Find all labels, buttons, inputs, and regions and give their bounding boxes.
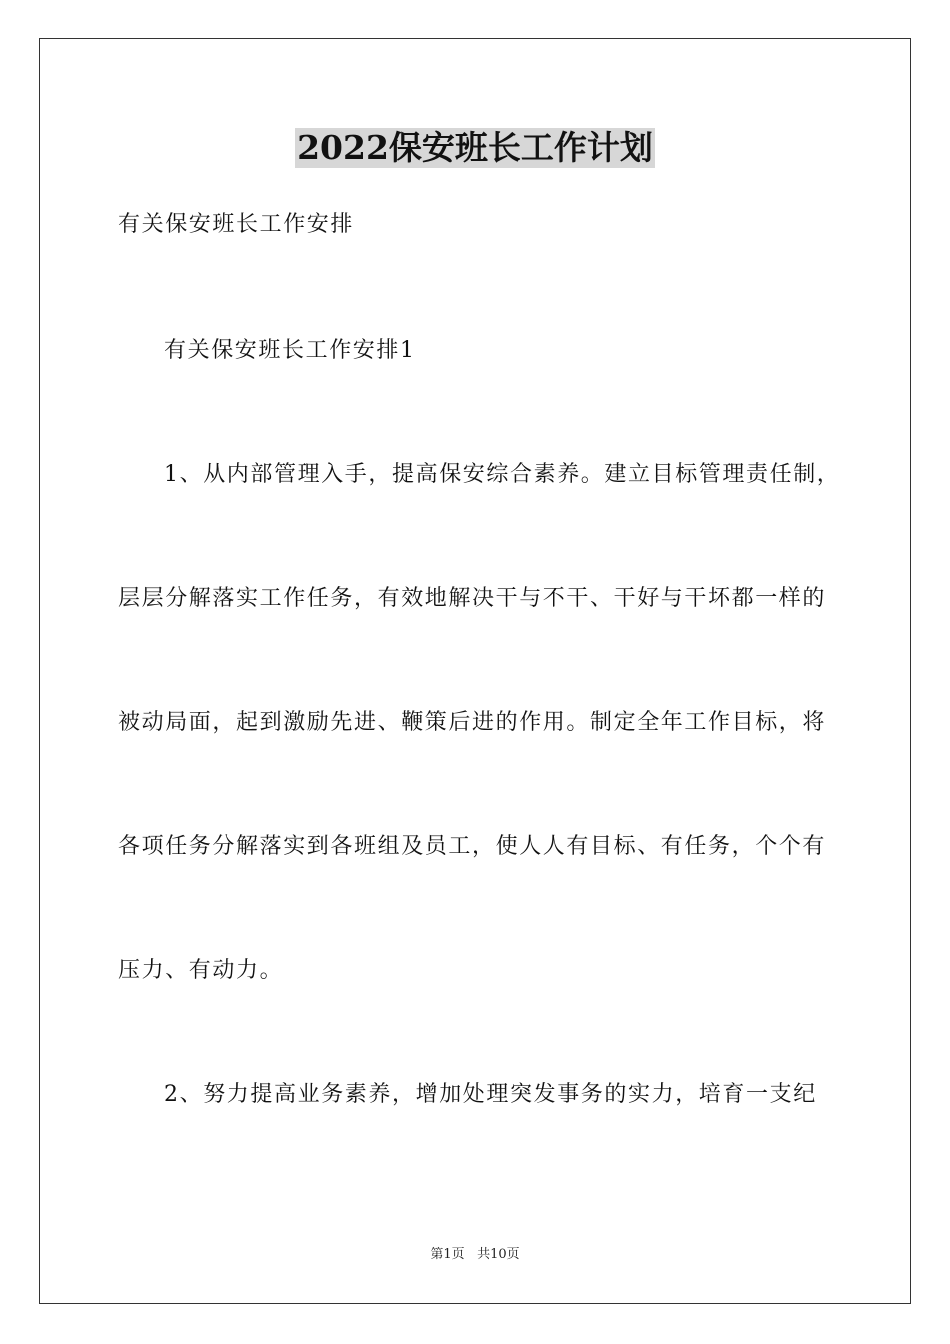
paragraph-line: 被动局面，起到激励先进、鞭策后进的作用。制定全年工作目标，将 [118, 710, 827, 735]
paragraph-line: 各项任务分解落实到各班组及员工，使人人有目标、有任务，个个有 [118, 834, 827, 859]
title-area [0, 128, 950, 168]
page-total: 共10页 [477, 1247, 520, 1262]
paragraph-line: 1、从内部管理入手，提高保安综合素养。建立目标管理责任制， [164, 462, 841, 487]
page-number: 第1页 [430, 1247, 465, 1262]
paragraph-line: 层层分解落实工作任务，有效地解决干与不干、干好与干坏都一样的 [118, 586, 827, 611]
subtitle-line: 有关保安班长工作安排 [118, 212, 355, 237]
page-footer [0, 1246, 950, 1264]
section-heading: 有关保安班长工作安排1 [164, 338, 416, 363]
paragraph-line: 压力、有动力。 [118, 958, 284, 983]
paragraph-line: 2、努力提高业务素养，增加处理突发事务的实力，培育一支纪 [164, 1082, 817, 1107]
document-title: 2022保安班长工作计划 [297, 128, 653, 167]
